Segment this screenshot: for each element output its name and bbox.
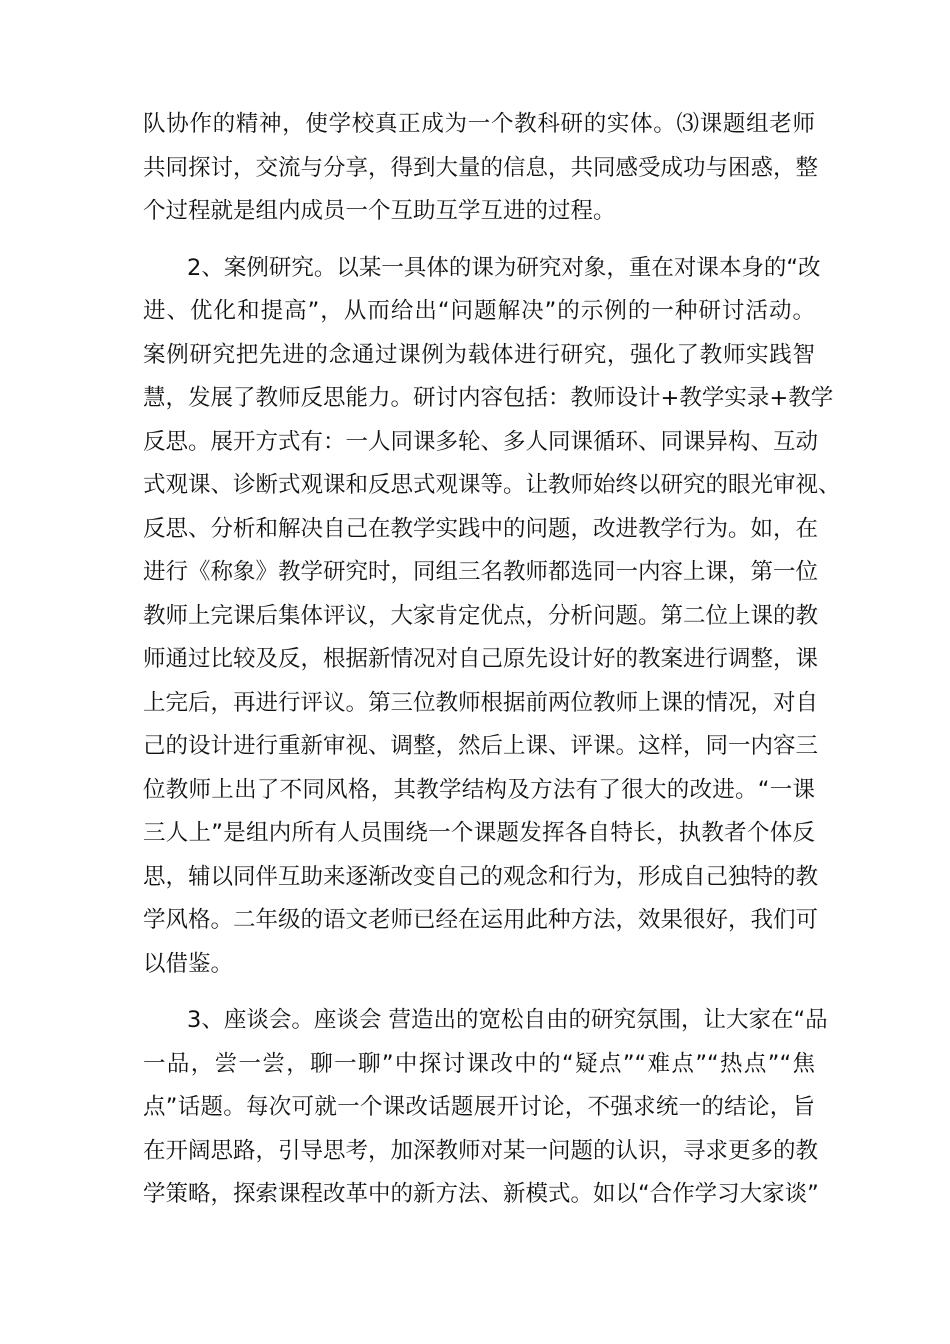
text-line: 点”话题。每次可就一个课改话题展开讨论，不强求统一的结论，旨 <box>143 1094 815 1120</box>
text-line: 三人上”是组内所有人员围绕一个课题发挥各自特长，执教者个体反 <box>143 820 815 846</box>
text-line: 式观课、诊断式观课和反思式观课等。让教师始终以研究的眼光审视、 <box>143 472 841 498</box>
text-line: 一品，尝一尝，聊一聊”中探讨课改中的“疑点”“难点”“热点”“焦 <box>143 1051 815 1077</box>
text-line: 上完后，再进行评议。第三位教师根据前两位教师上课的情况，对自 <box>143 690 819 716</box>
text-line: 进、优化和提高”，从而给出“问题解决”的示例的一种研讨活动。 <box>143 298 815 324</box>
text-line: 2、案例研究。以某一具体的课为研究对象，重在对课本身的“改 <box>187 255 821 281</box>
text-line: 案例研究把先进的念通过课例为载体进行研究，强化了教师实践智 <box>143 342 815 368</box>
text-line: 师通过比较及反，根据新情况对自己原先设计好的教案进行调整，课 <box>143 646 819 672</box>
text-line: 己的设计进行重新审视、调整，然后上课、评课。这样，同一内容三 <box>143 733 819 759</box>
text-line: 反思、分析和解决自己在教学实践中的问题，改进教学行为。如，在 <box>143 516 819 542</box>
text-line: 位教师上出了不同风格，其教学结构及方法有了很大的改进。“一课 <box>143 777 815 803</box>
text-line: 3、座谈会。座谈会 营造出的宽松自由的研究氛围，让大家在“品 <box>187 1007 828 1033</box>
text-line: 进行《称象》教学研究时，同组三名教师都选同一内容上课，第一位 <box>143 559 819 585</box>
text-line: 学风格。二年级的语文老师已经在运用此种方法，效果很好，我们可 <box>143 907 819 933</box>
text-line: 教师上完课后集体评议，大家肯定优点，分析问题。第二位上课的教 <box>143 603 819 629</box>
text-line: 慧，发展了教师反思能力。研讨内容包括：教师设计+教学实录+教学 <box>143 385 834 411</box>
text-line: 反思。展开方式有：一人同课多轮、多人同课循环、同课异构、互动 <box>143 429 819 455</box>
text-line: 共同探讨，交流与分享，得到大量的信息，共同感受成功与困惑，整 <box>143 155 819 181</box>
text-line: 思，辅以同伴互助来逐渐改变自己的观念和行为，形成自己独特的教 <box>143 864 819 890</box>
text-line: 学策略，探索课程改革中的新方法、新模式。如以“合作学习大家谈” <box>143 1181 819 1207</box>
text-line: 队协作的精神，使学校真正成为一个教科研的实体。⑶课题组老师 <box>143 111 815 137</box>
text-line: 在开阔思路，引导思考，加深教师对某一问题的认识，寻求更多的教 <box>143 1138 819 1164</box>
text-line: 以借鉴。 <box>143 951 234 977</box>
text-line: 个过程就是组内成员一个互助互学互进的过程。 <box>143 198 616 224</box>
